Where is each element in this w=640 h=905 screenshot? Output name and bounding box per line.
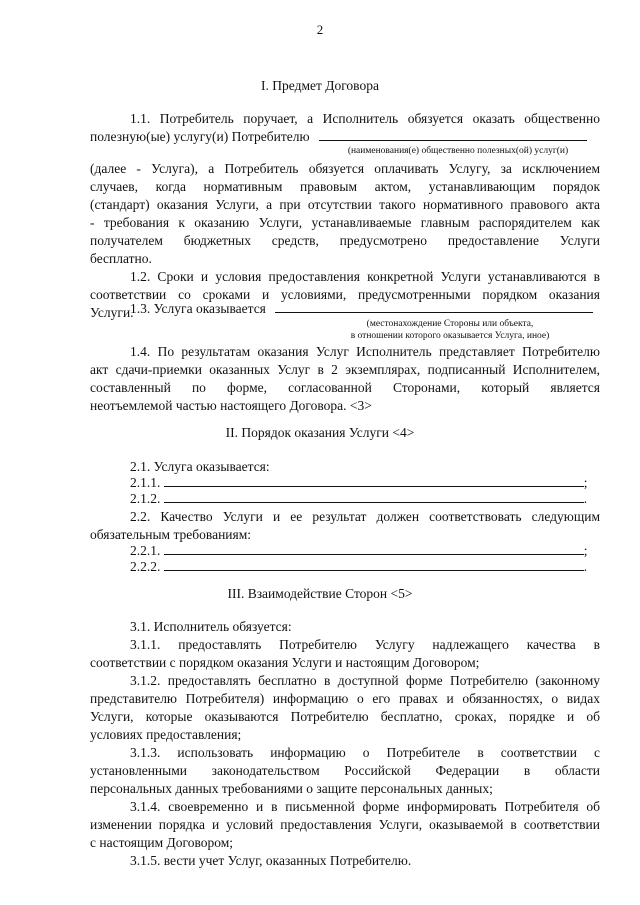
service-location-caption-1: (местонахождение Стороны или объекта, (366, 319, 534, 329)
clause-3-1-2-line-4: условиях предоставления; (90, 727, 242, 742)
clause-1-2-line-2: соответствии со сроками и условиями, предусмотренными порядком оказания (90, 287, 600, 302)
clause-3-1-3-line-1: 3.1.3. использовать информацию о Потребителе в соответствии с (130, 745, 600, 760)
clause-1-1-line-7: получателем бюджетных средств, предусмотрено предоставление Услуги (90, 233, 600, 248)
clause-2-1-1-line: 2.1.1. ; (130, 475, 588, 490)
clause-3-1-2-line-3: Услуги, которые оказываются Потребителю бесплатно, сроках, порядке и об (90, 709, 600, 724)
clause-1-1-line-5: (стандарт) оказания Услуги, а при отсутствии такого нормативного правового акта (90, 197, 600, 212)
clause-2-1-2-line: 2.1.2. . (130, 491, 588, 506)
clause-3-1-1-line-2: соответствии с порядком оказания Услуги и настоящим Договором; (90, 655, 480, 670)
clause-2-2-1-line: 2.2.1. ; (130, 543, 588, 558)
service-location-blank (275, 300, 593, 313)
clause-1-2-line-3: Услуги. (90, 305, 134, 320)
clause-3-1-4-line-3: с настоящим Договором; (90, 835, 234, 850)
clause-1-1-line-6: - требования к оказанию Услуги, устанавливаемые главным распорядителем как (90, 215, 600, 230)
clause-1-1-line-4: случаев, когда нормативным правовым актом, устанавливающим порядок (90, 179, 600, 194)
clause-2-2-line-2: обязательным требованиям: (90, 527, 252, 542)
clause-3-1-3-line-3: персональных данных требованиями о защите персональных данных; (90, 781, 493, 796)
clause-1-1-line-3: (далее - Услуга), а Потребитель обязуется оплачивать Услугу, за исключением (90, 161, 600, 176)
service-location-caption-2: в отношении которого оказывается Услуга, иное) (350, 331, 550, 341)
service-name-caption: (наименования(е) общественно полезных(ой) услуг(и) (347, 146, 569, 156)
clause-1-4-line-4: неотъемлемой частью настоящего Договора. <3> (90, 398, 372, 413)
clause-3-1-2-line-1: 3.1.2. предоставлять бесплатно в доступной форме Потребителю (законному (130, 673, 600, 688)
section-1-heading: I. Предмет Договора (261, 78, 379, 93)
clause-1-1-line-2: полезную(ые) услугу(и) Потребителю (90, 128, 600, 146)
clause-3-1-4-line-2: изменении порядка и условий предоставления Услуги, оказываемой в соответствии (90, 817, 600, 832)
clause-2-2-2-line: 2.2.2. . (130, 559, 588, 574)
clause-3-1-line: 3.1. Исполнитель обязуется: (130, 619, 292, 634)
page-number: 2 (316, 22, 324, 37)
clause-2-1-line: 2.1. Услуга оказывается: (130, 459, 270, 474)
clause-2-2-1-blank (164, 542, 584, 555)
clause-1-4-line-2: акт сдачи-приемки оказанных Услуг в 2 экземплярах, подписанный Исполнителем, (90, 362, 600, 377)
clause-1-1-line-8: бесплатно. (90, 251, 152, 266)
clause-3-1-2-line-2: представителю Потребителя) информацию о его правах и обязанностях, о видах (90, 691, 600, 706)
clause-2-2-line-1: 2.2. Качество Услуги и ее результат должен соответствовать следующим (130, 509, 600, 524)
clause-3-1-4-line-1: 3.1.4. своевременно и в письменной форме информировать Потребителя об (130, 799, 600, 814)
clause-1-4-line-1: 1.4. По результатам оказания Услуг Исполнитель представляет Потребителю (130, 344, 600, 359)
clause-2-2-2-blank (164, 558, 584, 571)
clause-3-1-3-line-2: установленными законодательством Российской Федерации в области (90, 763, 600, 778)
section-3-heading: III. Взаимодействие Сторон <5> (227, 586, 413, 601)
clause-1-1-line-1: 1.1. Потребитель поручает, а Исполнитель обязуется оказать общественно (130, 111, 600, 126)
clause-2-1-1-blank (164, 474, 584, 487)
clause-3-1-1-line-1: 3.1.1. предоставлять Потребителю Услугу надлежащего качества в (130, 637, 600, 652)
clause-3-1-5-line: 3.1.5. вести учет Услуг, оказанных Потребителю. (130, 853, 412, 868)
service-name-blank (319, 128, 587, 141)
clause-2-1-2-blank (164, 490, 584, 503)
clause-1-3-line-1: 1.3. Услуга оказывается (90, 300, 600, 318)
clause-1-4-line-3: составленный по форме, согласованной Сторонами, который является (90, 380, 600, 395)
clause-1-2-line-1: 1.2. Сроки и условия предоставления конкретной Услуги устанавливаются в (130, 269, 600, 284)
section-2-heading: II. Порядок оказания Услуги <4> (225, 425, 415, 440)
